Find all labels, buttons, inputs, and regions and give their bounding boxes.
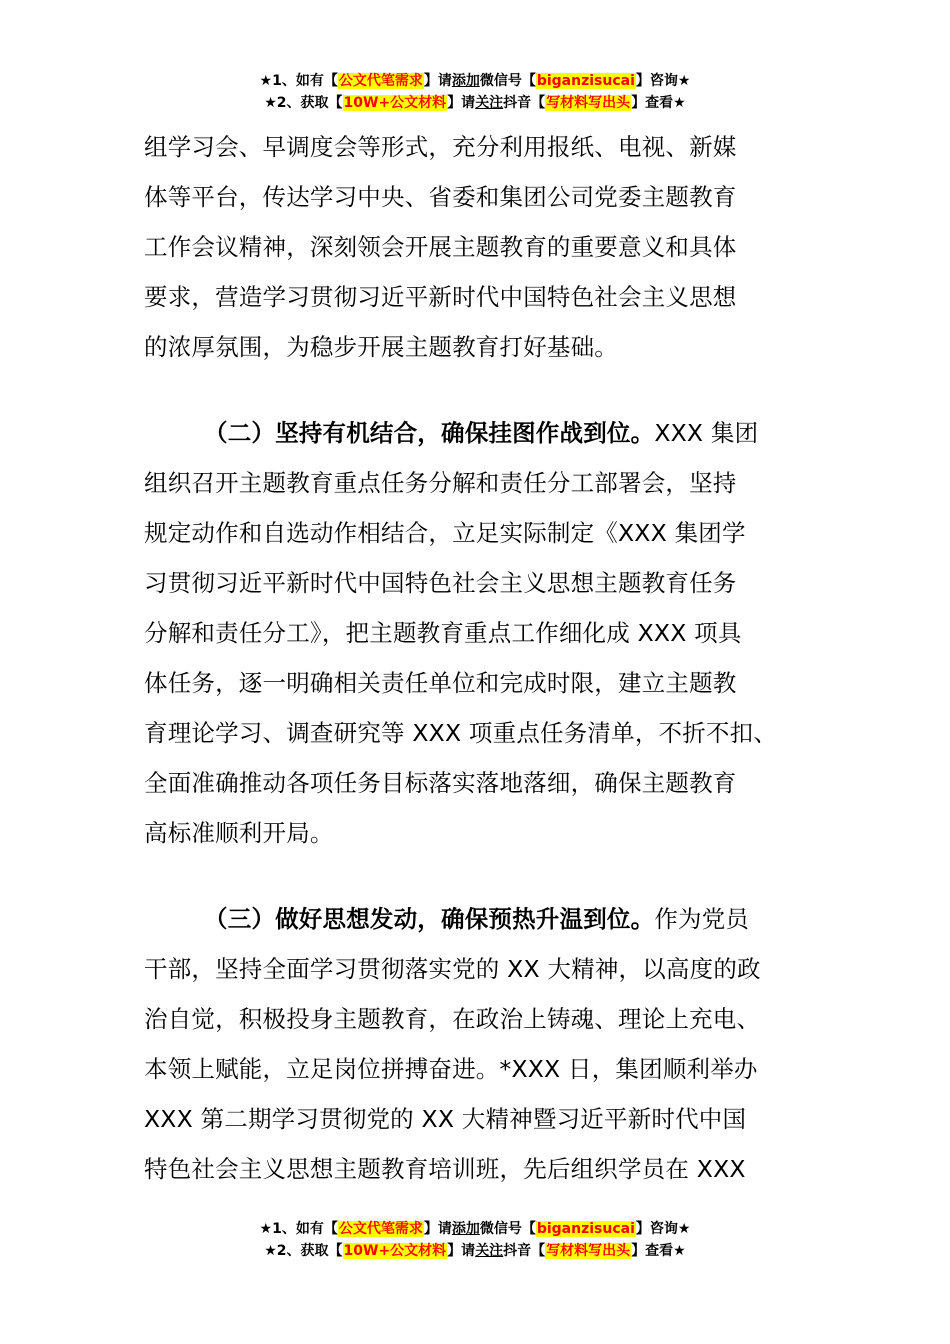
text-line: 分解和责任分工》，把主题教育重点工作细化成 XXX 项具 <box>144 619 742 647</box>
banner-text: 抖音【 <box>503 95 546 111</box>
banner-highlight-douyin-id: 写材料写出头 <box>546 1243 631 1259</box>
banner-underlined-text: 关注 <box>475 1243 504 1259</box>
section-heading: （二）坚持有机结合，确保挂图作战到位。 <box>204 419 655 447</box>
text-line: 全面准确推动各项任务目标落实落地落细，确保主题教育 <box>144 769 737 797</box>
text-line: XXX 第二期学习贯彻党的 XX 大精神暨习近平新时代中国 <box>144 1105 747 1133</box>
paragraph-2 <box>144 408 812 858</box>
text-line: 要求，营造学习贯彻习近平新时代中国特色社会主义思想 <box>144 283 737 311</box>
banner-text: 】查看★ <box>631 95 686 111</box>
banner-highlight-materials: 10W+公文材料 <box>343 1243 447 1259</box>
banner-text: 微信号【 <box>479 73 536 89</box>
banner-highlight-douyin-id: 写材料写出头 <box>546 95 631 111</box>
section-heading: （三）做好思想发动，确保预热升温到位。 <box>204 905 655 933</box>
document-body <box>144 122 812 1194</box>
banner-text: ★2、获取【 <box>264 1243 343 1259</box>
banner-underlined-text: 添加 <box>451 1221 480 1237</box>
banner-line-2 <box>0 1240 950 1262</box>
banner-text: 】查看★ <box>631 1243 686 1259</box>
text-line: 习贯彻习近平新时代中国特色社会主义思想主题教育任务 <box>144 569 737 597</box>
banner-line-1 <box>0 70 950 92</box>
paragraph-3 <box>144 894 812 1194</box>
text-line: 的浓厚氛围，为稳步开展主题教育打好基础。 <box>144 333 618 361</box>
paragraph-spacer <box>144 858 812 894</box>
banner-line-2 <box>0 92 950 114</box>
banner-text: 】请 <box>423 1221 452 1237</box>
text-line: 高标准顺利开局。 <box>144 819 334 847</box>
banner-text: 】请 <box>423 73 452 89</box>
banner-highlight-service: 公文代笔需求 <box>338 73 423 89</box>
paragraph-first-line <box>144 894 812 944</box>
banner-text: 】咨询★ <box>635 73 691 89</box>
text-line: 治自觉，积极投身主题教育，在政治上铸魂、理论上充电、 <box>144 1005 761 1033</box>
text-line: 组学习会、早调度会等形式，充分利用报纸、电视、新媒 <box>144 133 737 161</box>
text-line: 规定动作和自选动作相结合，立足实际制定《XXX 集团学 <box>144 519 746 547</box>
text-line: 工作会议精神，深刻领会开展主题教育的重要意义和具体 <box>144 233 737 261</box>
banner-text: 微信号【 <box>479 1221 536 1237</box>
banner-text: 】请 <box>447 95 476 111</box>
header-banner <box>0 70 950 114</box>
text-line: 特色社会主义思想主题教育培训班，先后组织学员在 XXX <box>144 1155 746 1183</box>
banner-highlight-service: 公文代笔需求 <box>338 1221 423 1237</box>
banner-text: 】咨询★ <box>635 1221 691 1237</box>
banner-text: ★1、如有【 <box>259 73 338 89</box>
banner-underlined-text: 关注 <box>475 95 504 111</box>
banner-highlight-materials: 10W+公文材料 <box>343 95 447 111</box>
banner-highlight-wechat-id: biganzisucai <box>536 1221 635 1237</box>
banner-text: 抖音【 <box>503 1243 546 1259</box>
text-line: 育理论学习、调查研究等 XXX 项重点任务清单，不折不扣、 <box>144 719 778 747</box>
paragraph-spacer <box>144 372 812 408</box>
paragraph-first-line <box>144 408 812 458</box>
banner-text: 】请 <box>447 1243 476 1259</box>
footer-banner <box>0 1218 950 1262</box>
banner-highlight-wechat-id: biganzisucai <box>536 73 635 89</box>
text-line: 干部，坚持全面学习贯彻落实党的 XX 大精神，以高度的政 <box>144 955 761 983</box>
text-line: 组织召开主题教育重点任务分解和责任分工部署会，坚持 <box>144 469 737 497</box>
text-run: XXX 集团 <box>654 419 759 447</box>
text-line: 体任务，逐一明确相关责任单位和完成时限，建立主题教 <box>144 669 737 697</box>
banner-underlined-text: 添加 <box>451 73 480 89</box>
banner-text: ★1、如有【 <box>259 1221 338 1237</box>
banner-text: ★2、获取【 <box>264 95 343 111</box>
banner-line-1 <box>0 1218 950 1240</box>
text-run: 作为党员 <box>654 905 750 933</box>
paragraph-1 <box>144 122 812 372</box>
text-line: 本领上赋能，立足岗位拼搏奋进。*XXX 日，集团顺利举办 <box>144 1055 758 1083</box>
text-line: 体等平台，传达学习中央、省委和集团公司党委主题教育 <box>144 183 737 211</box>
